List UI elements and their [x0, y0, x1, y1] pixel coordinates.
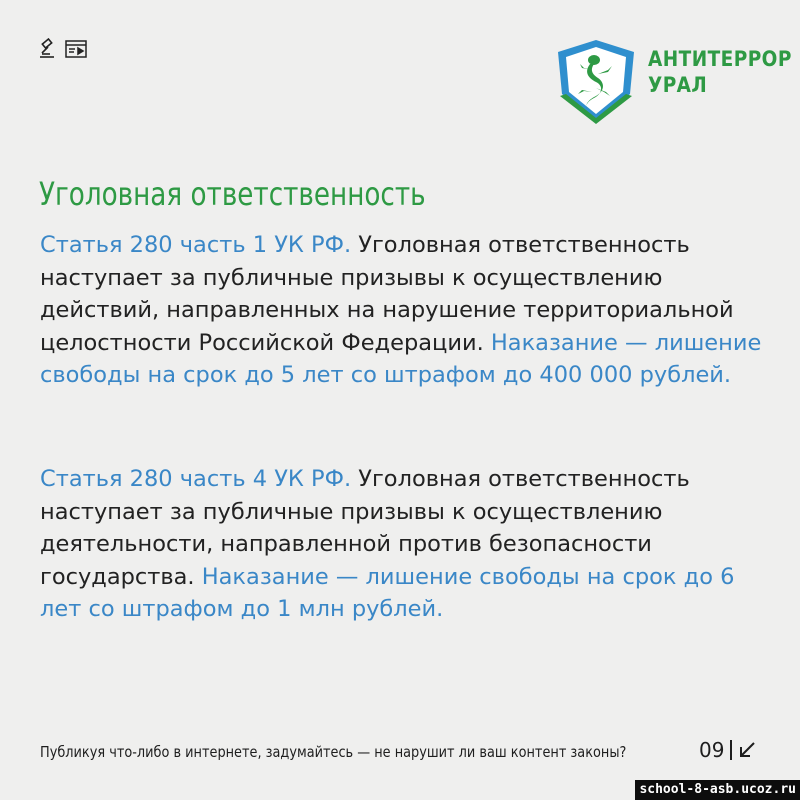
logo-line-2: УРАЛ — [648, 73, 708, 97]
article-reference: Статья 280 часть 1 УК РФ. — [40, 232, 352, 258]
logo-line-1: АНТИТЕРРОР — [648, 47, 792, 71]
page-number: 09 — [699, 738, 725, 762]
article-paragraph-1 — [40, 229, 765, 392]
footer-note: Публикуя что-либо в интернете, задумайтесь — не нарушит ли ваш контент законы? — [40, 743, 627, 761]
header-icons — [38, 38, 88, 60]
article-body: Уголовная ответственность наступает за публичные призывы к осуществлению действий, направленных на нарушение территориальной целостности Российской Федерации. — [40, 232, 734, 356]
page-divider — [730, 740, 732, 760]
article-body: Уголовная ответственность наступает за публичные призывы к осуществлению деятельности, направленной против безопасности государства. — [40, 466, 690, 590]
arrow-down-left-icon — [738, 741, 756, 759]
shield-lizard-icon — [554, 38, 638, 124]
page-indicator — [699, 738, 756, 762]
gavel-icon — [38, 38, 60, 60]
article-reference: Статья 280 часть 4 УК РФ. — [40, 466, 352, 492]
page-title: Уголовная ответственность — [39, 175, 426, 213]
logo-text — [648, 46, 792, 98]
watermark: school-8-asb.ucoz.ru — [635, 780, 800, 800]
antiterror-logo — [554, 38, 792, 128]
monitor-video-icon — [64, 38, 88, 60]
article-penalty: Наказание — лишение свободы на срок до 6 лет со штрафом до 1 млн рублей. — [40, 563, 735, 623]
article-paragraph-2 — [40, 463, 765, 626]
article-penalty: Наказание — лишение свободы на срок до 5 лет со штрафом до 400 000 рублей. — [40, 329, 762, 389]
